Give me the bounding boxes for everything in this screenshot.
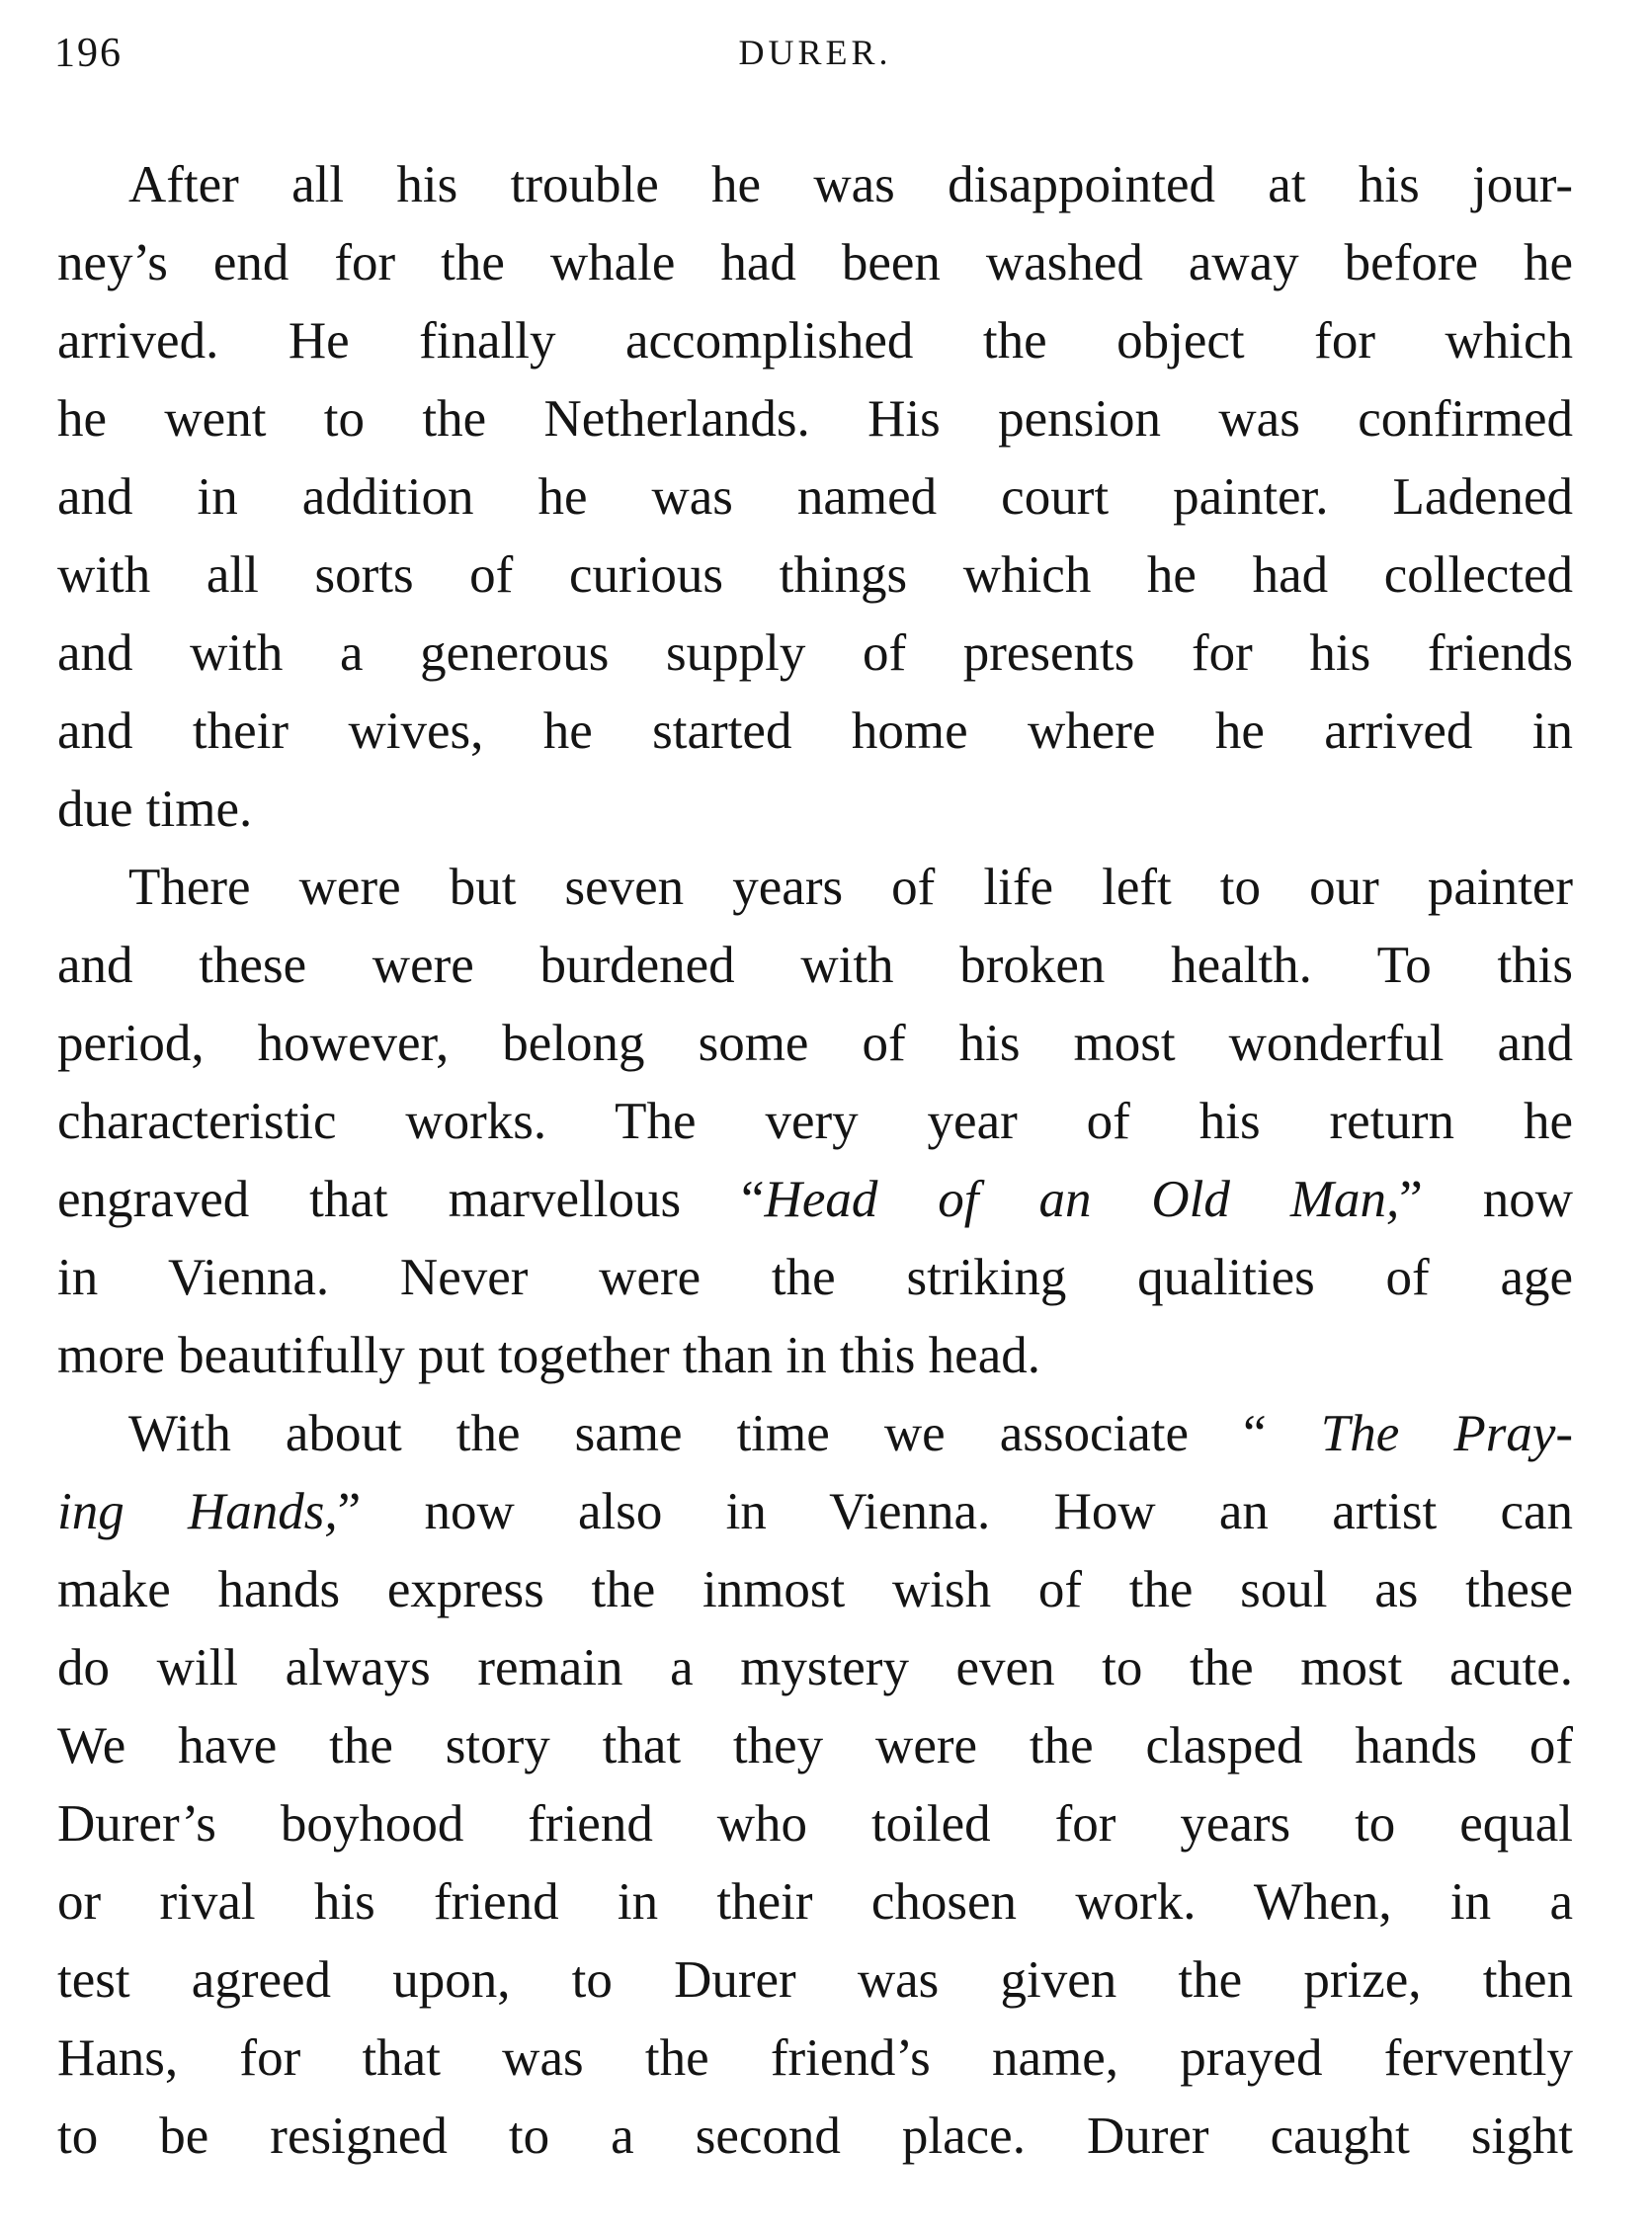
text-line-with-title: [57, 1395, 1573, 1473]
text-line: test agreed upon, to Durer was given the prize, then: [57, 1951, 1573, 2009]
text-line: and with a generous supply of presents for his friends: [57, 624, 1573, 682]
text-line: and their wives, he started home where he arrived in: [57, 702, 1573, 760]
text-line: After all his trouble he was disappointed at his jour-: [128, 156, 1573, 213]
body-text: [57, 146, 1573, 2176]
text-line: and these were burdened with broken health. To this: [57, 937, 1573, 994]
text-segment: engraved that marvellous “: [57, 1171, 765, 1228]
running-head: [54, 30, 1576, 89]
artwork-title: The Pray-: [1320, 1405, 1573, 1462]
text-line-with-title: [57, 1161, 1573, 1239]
text-line: arrived. He finally accomplished the object for which: [57, 312, 1573, 370]
text-segment: ” now also in Vienna. How an artist can: [337, 1483, 1573, 1540]
text-line: with all sorts of curious things which he had collected: [57, 546, 1573, 604]
text-line-with-title: [57, 1473, 1573, 1551]
page-number: 196: [54, 31, 123, 76]
text-line: due time.: [57, 781, 253, 838]
text-line: There were but seven years of life left to our painter: [128, 859, 1573, 916]
text-line: Durer’s boyhood friend who toiled for years to equal: [57, 1795, 1573, 1853]
running-title: DURER.: [738, 33, 892, 72]
text-line: he went to the Netherlands. His pension was confirmed: [57, 390, 1573, 448]
text-line: more beautifully put together than in this head.: [57, 1327, 1040, 1384]
text-line: characteristic works. The very year of his return he: [57, 1093, 1573, 1150]
text-line: and in addition he was named court painter. Ladened: [57, 468, 1573, 526]
text-line: make hands express the inmost wish of the soul as these: [57, 1561, 1573, 1618]
text-line: do will always remain a mystery even to the most acute.: [57, 1639, 1573, 1696]
artwork-title: Head of an Old Man,: [764, 1171, 1400, 1228]
artwork-title: ing Hands,: [57, 1483, 338, 1540]
text-line: or rival his friend in their chosen work. When, in a: [57, 1873, 1573, 1931]
text-segment: With about the same time we associate “: [128, 1405, 1321, 1462]
text-segment: ” now: [1399, 1171, 1573, 1228]
text-line: We have the story that they were the clasped hands of: [57, 1717, 1573, 1775]
text-line: to be resigned to a second place. Durer caught sight: [57, 2107, 1573, 2165]
text-line: Hans, for that was the friend’s name, prayed fervently: [57, 2029, 1573, 2087]
text-line: ney’s end for the whale had been washed away before he: [57, 234, 1573, 291]
text-line: period, however, belong some of his most wonderful and: [57, 1015, 1573, 1072]
text-line: in Vienna. Never were the striking qualities of age: [57, 1249, 1573, 1306]
